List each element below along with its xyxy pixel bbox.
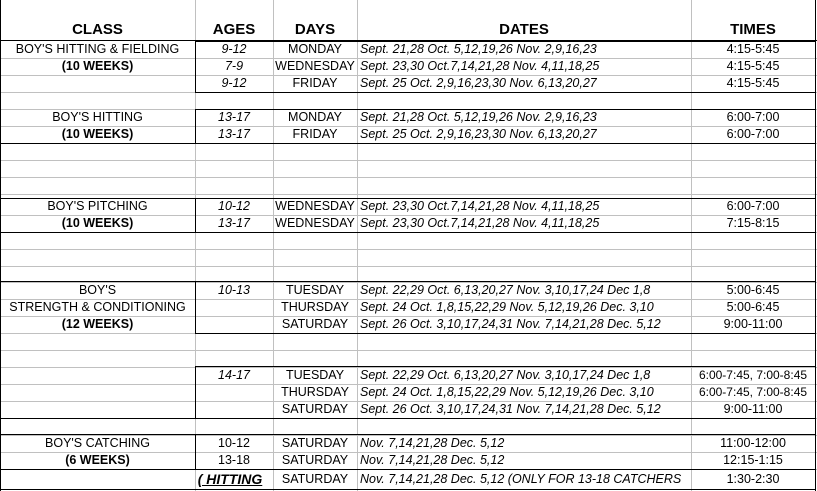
- time-cell: 6:00-7:45, 7:00-8:45: [698, 368, 808, 382]
- time-cell: 4:15-5:45: [726, 59, 780, 73]
- section-border: [0, 418, 196, 419]
- time-cell: 5:00-6:45: [726, 300, 780, 314]
- dates-cell: Sept. 24 Oct. 1,8,15,22,29 Nov. 5,12,19,26 Dec. 3,10: [360, 300, 654, 314]
- day-cell: SATURDAY: [281, 317, 349, 331]
- class-name: BOY'S HITTING & FIELDING: [15, 42, 180, 56]
- dates-cell: Sept. 25 Oct. 2,9,16,23,30 Nov. 6,13,20,27: [360, 127, 597, 141]
- grid-row-divider: [0, 350, 817, 351]
- section-border: [0, 489, 816, 490]
- class-name: BOY'S HITTING: [52, 110, 143, 124]
- time-cell: 6:00-7:45, 7:00-8:45: [698, 385, 808, 399]
- dates-cell: Sept. 21,28 Oct. 5,12,19,26 Nov. 2,9,16,23: [360, 110, 597, 124]
- class-duration: (6 WEEKS): [65, 453, 130, 467]
- dates-cell: Sept. 24 Oct. 1,8,15,22,29 Nov. 5,12,19,26 Dec. 3,10: [360, 385, 654, 399]
- ages-cell: 13-17: [218, 216, 250, 230]
- header-class: CLASS: [72, 21, 123, 38]
- ages-cell: 10-13: [218, 283, 250, 297]
- class-duration: (10 WEEKS): [61, 216, 134, 230]
- ages-cell: 13-17: [218, 110, 250, 124]
- grid-row-divider: [0, 160, 817, 161]
- class-name-line1: BOY'S: [78, 283, 117, 297]
- ages-cell: 9-12: [221, 42, 247, 56]
- ages-cell: 10-12: [218, 199, 250, 213]
- day-cell: SATURDAY: [281, 453, 349, 467]
- ages-cell: 7-9: [224, 59, 244, 73]
- dates-cell: Sept. 23,30 Oct.7,14,21,28 Nov. 4,11,18,25: [360, 199, 600, 213]
- time-cell: 6:00-7:00: [726, 127, 780, 141]
- dates-cell: Nov. 7,14,21,28 Dec. 5,12 (ONLY FOR 13-18 CATCHERS: [360, 472, 682, 486]
- header-ages: AGES: [212, 21, 256, 38]
- hitting-label: ( HITTING: [197, 471, 263, 487]
- dates-cell: Sept. 22,29 Oct. 6,13,20,27 Nov. 3,10,17,24 Dec 1,8: [360, 283, 651, 297]
- ages-cell: 13-18: [218, 453, 250, 467]
- class-name: BOY'S PITCHING: [47, 199, 148, 213]
- day-cell: WEDNESDAY: [275, 59, 355, 73]
- dates-cell: Sept. 22,29 Oct. 6,13,20,27 Nov. 3,10,17,24 Dec 1,8: [360, 368, 651, 382]
- class-name-line2: STRENGTH & CONDITIONING: [9, 300, 186, 314]
- day-cell: THURSDAY: [281, 300, 349, 314]
- ages-cell: 10-12: [218, 436, 250, 450]
- section-border: [0, 143, 196, 144]
- dates-cell: Nov. 7,14,21,28 Dec. 5,12: [360, 436, 505, 450]
- time-cell: 1:30-2:30: [726, 472, 780, 486]
- day-cell: WEDNESDAY: [275, 199, 355, 213]
- class-duration: (12 WEEKS): [61, 317, 134, 331]
- time-cell: 4:15-5:45: [726, 42, 780, 56]
- dates-cell: Sept. 25 Oct. 2,9,16,23,30 Nov. 6,13,20,27: [360, 76, 597, 90]
- header-days: DAYS: [294, 21, 336, 38]
- time-cell: 6:00-7:00: [726, 199, 780, 213]
- section-border: [0, 469, 196, 470]
- class-name: BOY'S CATCHING: [45, 436, 150, 450]
- time-cell: 4:15-5:45: [726, 76, 780, 90]
- ages-cell: 9-12: [221, 76, 247, 90]
- day-cell: SATURDAY: [281, 436, 349, 450]
- ages-cell: 14-17: [218, 368, 250, 382]
- day-cell: WEDNESDAY: [275, 216, 355, 230]
- day-cell: TUESDAY: [285, 283, 345, 297]
- day-cell: FRIDAY: [292, 127, 338, 141]
- time-cell: 12:15-1:15: [723, 453, 783, 467]
- time-cell: 9:00-11:00: [723, 402, 783, 416]
- right-border: [815, 0, 816, 491]
- time-cell: 7:15-8:15: [726, 216, 780, 230]
- grid-row-divider: [0, 249, 817, 250]
- dates-cell: Nov. 7,14,21,28 Dec. 5,12: [360, 453, 505, 467]
- day-cell: MONDAY: [288, 42, 342, 56]
- time-cell: 5:00-6:45: [726, 283, 780, 297]
- header-dates: DATES: [499, 21, 549, 38]
- dates-cell: Sept. 26 Oct. 3,10,17,24,31 Nov. 7,14,21,28 Dec. 5,12: [360, 402, 661, 416]
- day-cell: THURSDAY: [281, 385, 349, 399]
- dates-cell: Sept. 21,28 Oct. 5,12,19,26 Nov. 2,9,16,23: [360, 42, 597, 56]
- class-duration: (10 WEEKS): [61, 127, 134, 141]
- header-times: TIMES: [730, 21, 776, 38]
- ages-cell: 13-17: [218, 127, 250, 141]
- grid-row-divider: [0, 194, 817, 195]
- grid-row-divider: [0, 177, 817, 178]
- section-border: [0, 232, 196, 233]
- time-cell: 9:00-11:00: [723, 317, 783, 331]
- dates-cell: Sept. 26 Oct. 3,10,17,24,31 Nov. 7,14,21,28 Dec. 5,12: [360, 317, 661, 331]
- day-cell: SATURDAY: [281, 472, 349, 486]
- dates-cell: Sept. 23,30 Oct.7,14,21,28 Nov. 4,11,18,25: [360, 216, 600, 230]
- day-cell: SATURDAY: [281, 402, 349, 416]
- time-cell: 6:00-7:00: [726, 110, 780, 124]
- day-cell: MONDAY: [288, 110, 342, 124]
- class-duration: (10 WEEKS): [61, 59, 134, 73]
- day-cell: TUESDAY: [285, 368, 345, 382]
- day-cell: FRIDAY: [292, 76, 338, 90]
- grid-row-divider: [0, 266, 817, 267]
- time-cell: 11:00-12:00: [720, 436, 786, 450]
- dates-cell: Sept. 23,30 Oct.7,14,21,28 Nov. 4,11,18,25: [360, 59, 600, 73]
